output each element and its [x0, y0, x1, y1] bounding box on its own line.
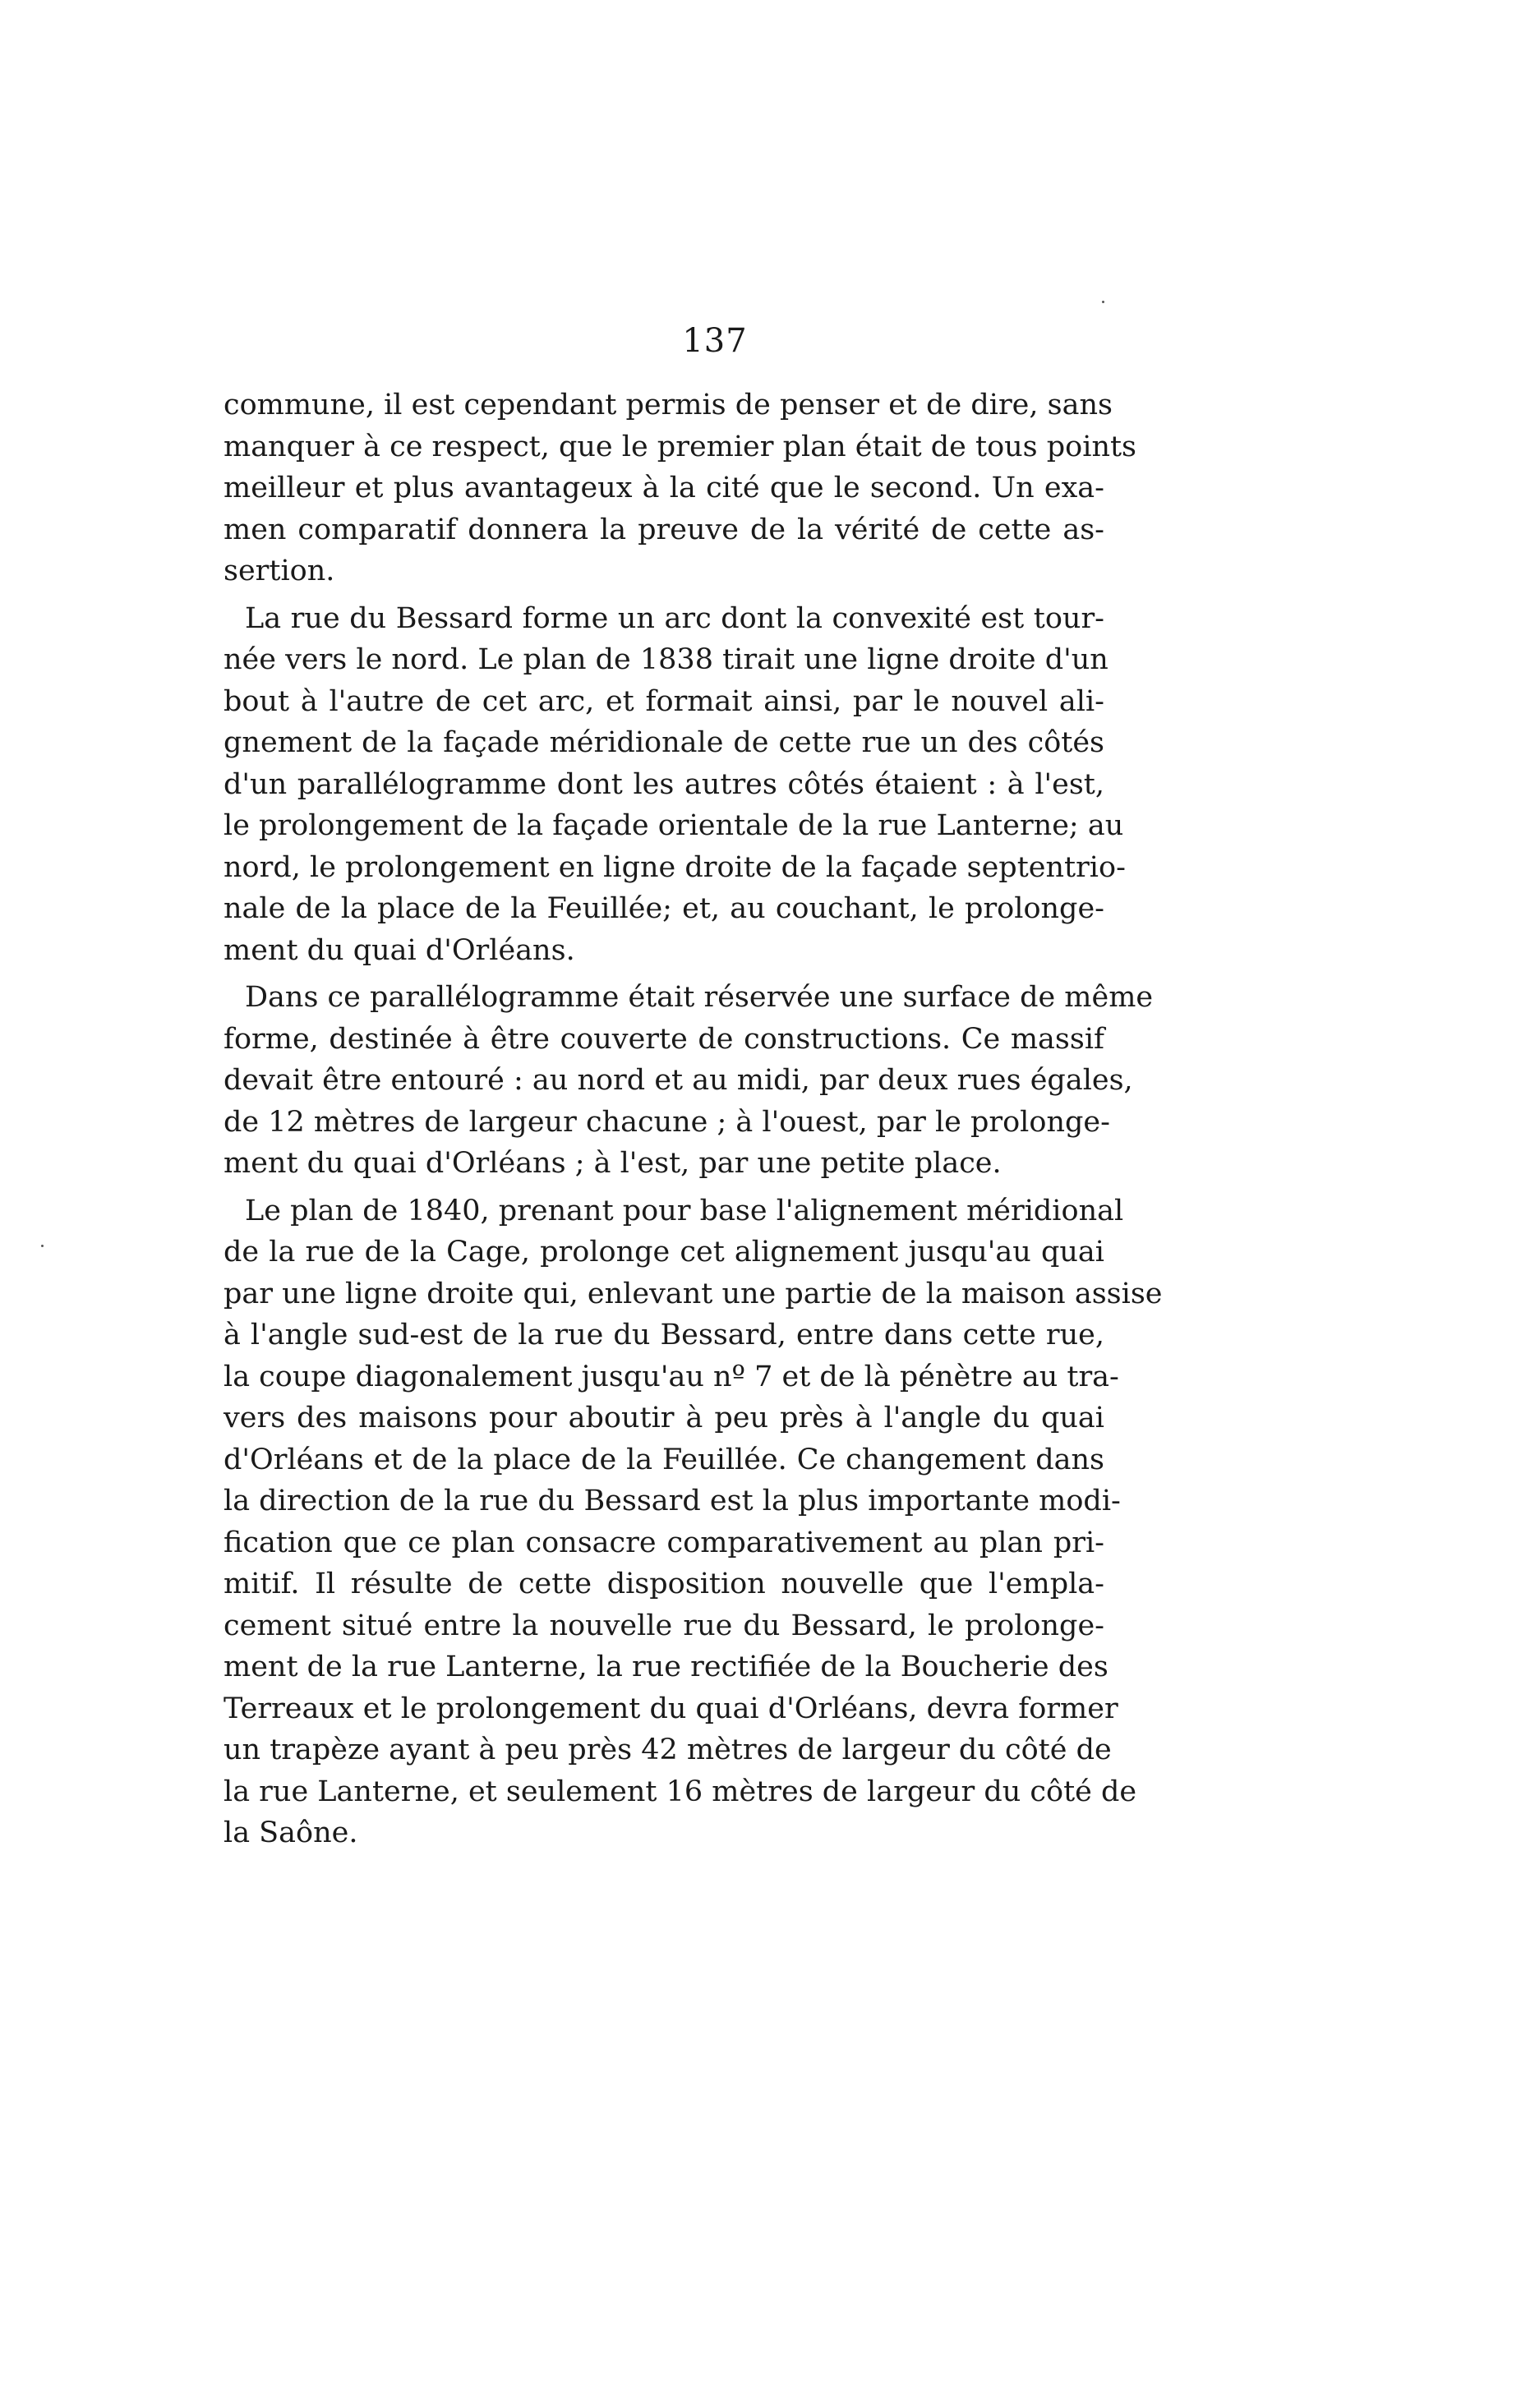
text-line: la coupe diagonalement jusqu'au nº 7 et de là pénètre au tra- [224, 1360, 1119, 1393]
text-line: mitif. Il résulte de cette disposition nouvelle que l'empla- [224, 1568, 1104, 1600]
page-number: 137 [682, 322, 748, 360]
text-line: d'Orléans et de la place de la Feuillée. Ce changement dans [224, 1443, 1104, 1476]
text-line: men comparatif donnera la preuve de la vérité de cette as- [224, 513, 1104, 546]
text-line: cement situé entre la nouvelle rue du Bessard, le prolonge- [224, 1609, 1104, 1642]
text-line: la Saône. [224, 1816, 358, 1849]
text-line: Terreaux et le prolongement du quai d'Orléans, devra former [224, 1692, 1118, 1725]
text-line: forme, destinée à être couverte de constructions. Ce massif [224, 1022, 1104, 1056]
text-line: commune, il est cependant permis de penser et de dire, sans [224, 389, 1113, 421]
text-line: le prolongement de la façade orientale de la rue Lanterne; au [224, 809, 1124, 842]
text-line: Dans ce parallélogramme était réservée une surface de même [245, 981, 1154, 1014]
text-line: manquer à ce respect, que le premier plan était de tous points [224, 430, 1137, 463]
text-line: par une ligne droite qui, enlevant une partie de la maison assise [224, 1277, 1163, 1310]
paragraph [224, 977, 1154, 1185]
text-line: vers des maisons pour aboutir à peu près à l'angle du quai [224, 1402, 1104, 1434]
text-line: ment de la rue Lanterne, la rue rectifiée de la Boucherie des [224, 1651, 1108, 1683]
text-line: fication que ce plan consacre comparativement au plan pri- [224, 1526, 1104, 1559]
text-line: à l'angle sud-est de la rue du Bessard, entre dans cette rue, [224, 1319, 1104, 1351]
text-line: devait être entouré : au nord et au midi, par deux rues égales, [224, 1064, 1133, 1097]
text-line: ment du quai d'Orléans. [224, 933, 575, 967]
paragraph [224, 1190, 1163, 1854]
text-line: Le plan de 1840, prenant pour base l'alignement méridional [245, 1194, 1124, 1227]
paragraph [224, 384, 1137, 592]
text-line: de 12 mètres de largeur chacune ; à l'ouest, par le prolonge- [224, 1105, 1110, 1139]
text-line: meilleur et plus avantageux à la cité que le second. Un exa- [224, 472, 1104, 504]
text-line: un trapèze ayant à peu près 42 mètres de largeur du côté de [224, 1733, 1112, 1766]
paper-speck [1102, 301, 1104, 303]
text-line: née vers le nord. Le plan de 1838 tirait une ligne droite d'un [224, 643, 1108, 676]
paper-speck [41, 1245, 44, 1247]
text-line: sertion. [224, 555, 335, 587]
text-line: nord, le prolongement en ligne droite de la façade septentrio- [224, 850, 1126, 884]
text-line: la direction de la rue du Bessard est la plus importante modi- [224, 1485, 1121, 1517]
text-line: bout à l'autre de cet arc, et formait ainsi, par le nouvel ali- [224, 684, 1104, 718]
body-text [224, 384, 1163, 1860]
text-line: La rue du Bessard forme un arc dont la convexité est tour- [245, 601, 1104, 635]
text-line: nale de la place de la Feuillée; et, au couchant, le prolonge- [224, 892, 1104, 925]
text-line: ment du quai d'Orléans ; à l'est, par une petite place. [224, 1147, 1002, 1180]
text-line: gnement de la façade méridionale de cette rue un des côtés [224, 726, 1104, 759]
paragraph [224, 598, 1126, 972]
text-line: la rue Lanterne, et seulement 16 mètres de largeur du côté de [224, 1775, 1137, 1808]
text-line: de la rue de la Cage, prolonge cet alignement jusqu'au quai [224, 1236, 1104, 1268]
text-line: d'un parallélogramme dont les autres côtés étaient : à l'est, [224, 767, 1104, 801]
